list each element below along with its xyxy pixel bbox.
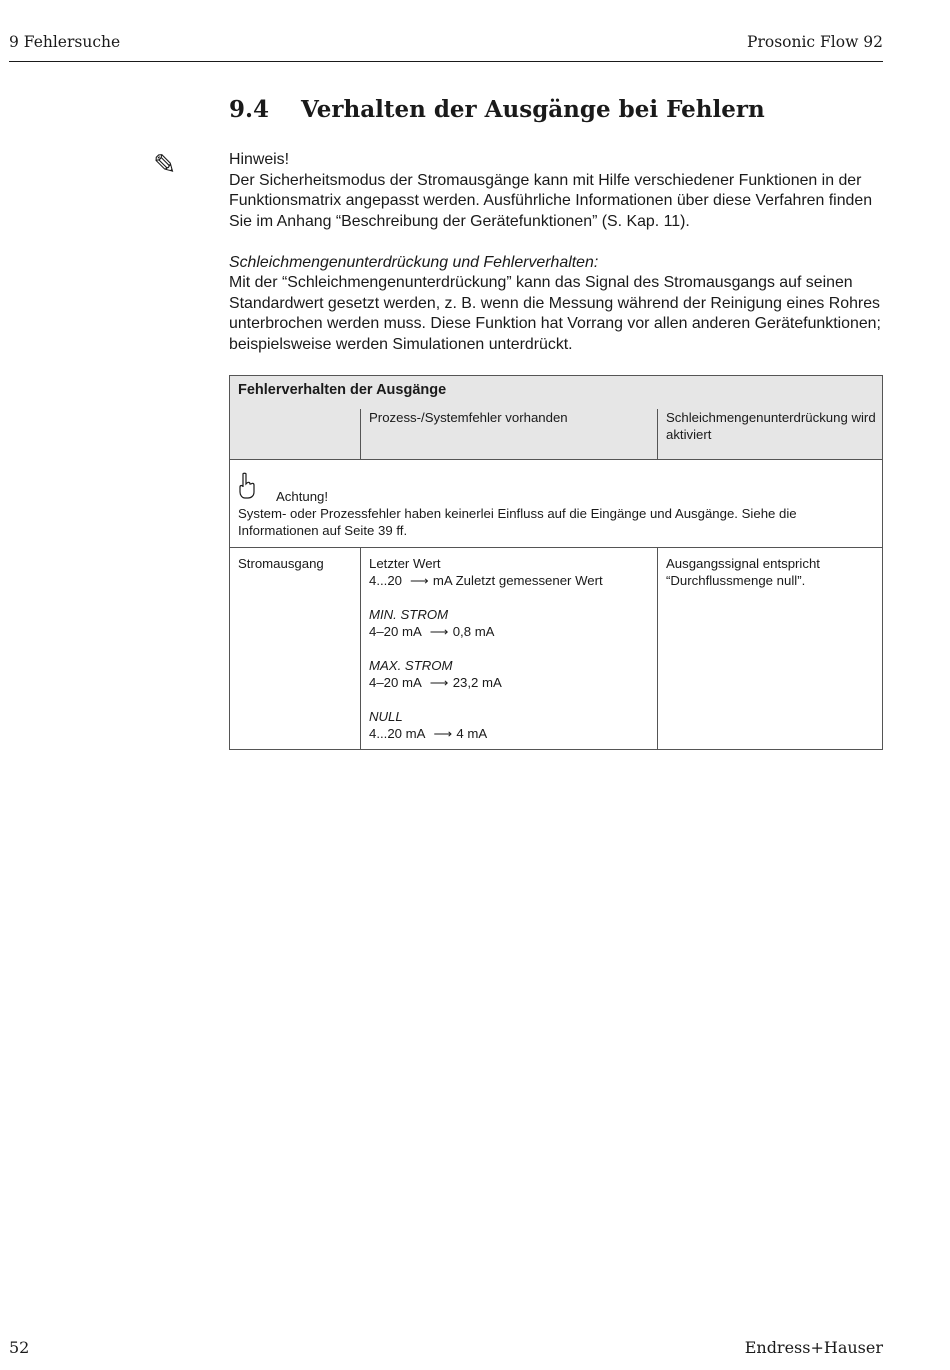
- table-header: [230, 376, 882, 460]
- error-behaviour-table: [229, 375, 883, 750]
- option-range: 4–20 mA: [369, 624, 422, 639]
- failsafe-options: [360, 548, 648, 749]
- chapter-label: 9 Fehlersuche: [9, 33, 121, 51]
- warning-label: Achtung!: [276, 489, 329, 504]
- section-heading: [229, 96, 765, 123]
- product-name: Prosonic Flow 92: [747, 33, 883, 51]
- column-header-process-error: Prozess-/Systemfehler vorhanden: [360, 409, 657, 459]
- running-header: [9, 31, 883, 62]
- option-name: NULL: [369, 709, 403, 724]
- arrow-icon: ⟶: [410, 573, 429, 588]
- note-paragraph-2: Mit der “Schleichmengenunterdrückung” kann das Signal des Stromausgangs auf seinen Standardwert gesetzt werden, z. B. wenn die Messung während der Reinigung eines Rohres unterbrochen werden muss. Diese Funktion hat Vorrang vor allen anderen Gerätefunktionen; beispielsweise werden Simulationen unterdrückt.: [229, 274, 881, 353]
- option-result: mA Zuletzt gemessener Wert: [432, 573, 603, 588]
- arrow-icon: ⟶: [429, 624, 449, 639]
- section-title: Verhalten der Ausgänge bei Fehlern: [301, 96, 765, 123]
- warning-row: [230, 460, 882, 548]
- row-label: Stromausgang: [238, 556, 324, 571]
- page-number: 52: [9, 1338, 30, 1357]
- option-name: MIN. STROM: [369, 607, 449, 622]
- option-range: 4...20: [369, 573, 402, 588]
- note-paragraph-1: Der Sicherheitsmodus der Stromausgänge kann mit Hilfe verschiedener Funktionen in der Funktionsmatrix angepasst werden. Ausführliche Informationen über diese Verfahren finden Sie im Anhang “Beschreibung der Gerätefunktionen” (S. Kap. 11).: [229, 171, 873, 230]
- arrow-icon: ⟶: [433, 726, 453, 741]
- pointing-hand-icon: [237, 472, 257, 500]
- option-result: 23,2 mA: [452, 675, 502, 690]
- note-subheading: Schleichmengenunterdrückung und Fehlerverhalten:: [229, 253, 599, 271]
- option-name: MAX. STROM: [369, 658, 453, 673]
- note-block: [229, 150, 885, 355]
- pencil-icon: ✎: [153, 150, 177, 181]
- section-number: 9.4: [229, 96, 270, 123]
- option-null: [369, 708, 648, 742]
- arrow-icon: ⟶: [429, 675, 449, 690]
- low-flow-cutoff-result: Ausgangssignal entspricht “Durchflussmenge null”.: [657, 548, 883, 749]
- option-last-value: [369, 555, 648, 589]
- option-name: Letzter Wert: [369, 556, 441, 571]
- option-result: 4 mA: [456, 726, 488, 741]
- note-label: Hinweis!: [229, 151, 290, 168]
- column-header-low-flow-cutoff: Schleichmengenunterdrückung wird aktiviert: [657, 409, 884, 459]
- brand-logo-text: Endress+Hauser: [744, 1338, 883, 1357]
- table-row: [230, 548, 882, 749]
- warning-text: System- oder Prozessfehler haben keinerlei Einfluss auf die Eingänge und Ausgänge. Siehe die Informationen auf Seite 39 ff.: [238, 506, 797, 538]
- option-range: 4...20 mA: [369, 726, 426, 741]
- table-title: Fehlerverhalten der Ausgänge: [238, 382, 447, 398]
- option-min-current: [369, 606, 648, 640]
- option-max-current: [369, 657, 648, 691]
- option-result: 0,8 mA: [452, 624, 495, 639]
- option-range: 4–20 mA: [369, 675, 422, 690]
